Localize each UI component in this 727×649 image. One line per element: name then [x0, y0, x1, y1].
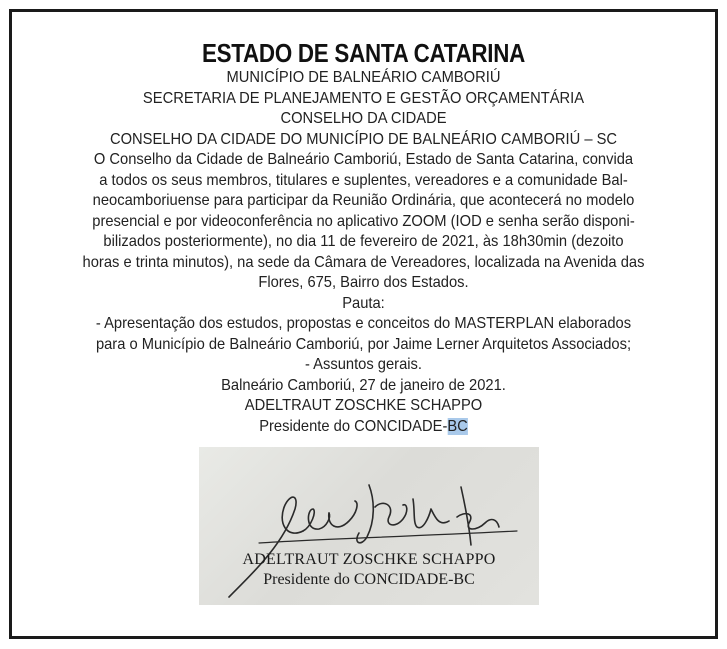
pauta-label: Pauta:: [342, 294, 385, 312]
municipality-line: MUNICÍPIO DE BALNEÁRIO CAMBORIÚ: [226, 69, 501, 86]
council-line: CONSELHO DA CIDADE: [280, 110, 447, 127]
signer-role-prefix: Presidente do CONCIDADE-: [259, 417, 448, 435]
notice-title: ESTADO DE SANTA CATARINA: [201, 38, 525, 68]
stamp-role: Presidente do CONCIDADE-BC: [263, 571, 475, 588]
body-line: Flores, 675, Bairro dos Estados.: [258, 274, 469, 291]
signer-role: [40, 417, 687, 438]
body-line: presencial e por videoconferência no aplicativo ZOOM (IOD e senha serão disponi-: [92, 212, 635, 230]
pauta-item: - Assuntos gerais.: [304, 356, 422, 373]
pauta-item: para o Município de Balneário Camboriú, por Jaime Lerner Arquitetos Associados;: [95, 335, 632, 353]
body-line: O Conselho da Cidade de Balneário Camboriú, Estado de Santa Catarina, convida: [93, 151, 634, 168]
body-line: bilizados posteriormente), no dia 11 de fevereiro de 2021, às 18h30min (dezoito: [103, 233, 624, 250]
signer-role-highlight: BC: [447, 417, 468, 435]
council-full-line: CONSELHO DA CIDADE DO MUNICÍPIO DE BALNEÁRIO CAMBORIÚ – SC: [109, 130, 618, 148]
signature-image: [199, 447, 539, 605]
body-line: a todos os seus membros, titulares e suplentes, vereadores e a comunidade Bal-: [99, 171, 628, 189]
signer-name: ADELTRAUT ZOSCHKE SCHAPPO: [244, 397, 483, 414]
notice-frame: [9, 9, 718, 639]
pauta-item: - Apresentação dos estudos, propostas e conceitos do MASTERPLAN elaborados: [95, 315, 632, 332]
secretariat-line: SECRETARIA DE PLANEJAMENTO E GESTÃO ORÇAMENTÁRIA: [142, 89, 585, 107]
stamp-name: ADELTRAUT ZOSCHKE SCHAPPO: [242, 551, 496, 568]
place-date: Balneário Camboriú, 27 de janeiro de 2021.: [221, 376, 506, 394]
body-line: horas e trinta minutos), na sede da Câmara de Vereadores, localizada na Avenida das: [82, 253, 645, 271]
notice-content: [12, 38, 715, 437]
body-line: neocamboriuense para participar da Reunião Ordinária, que acontecerá no modelo: [92, 192, 635, 209]
